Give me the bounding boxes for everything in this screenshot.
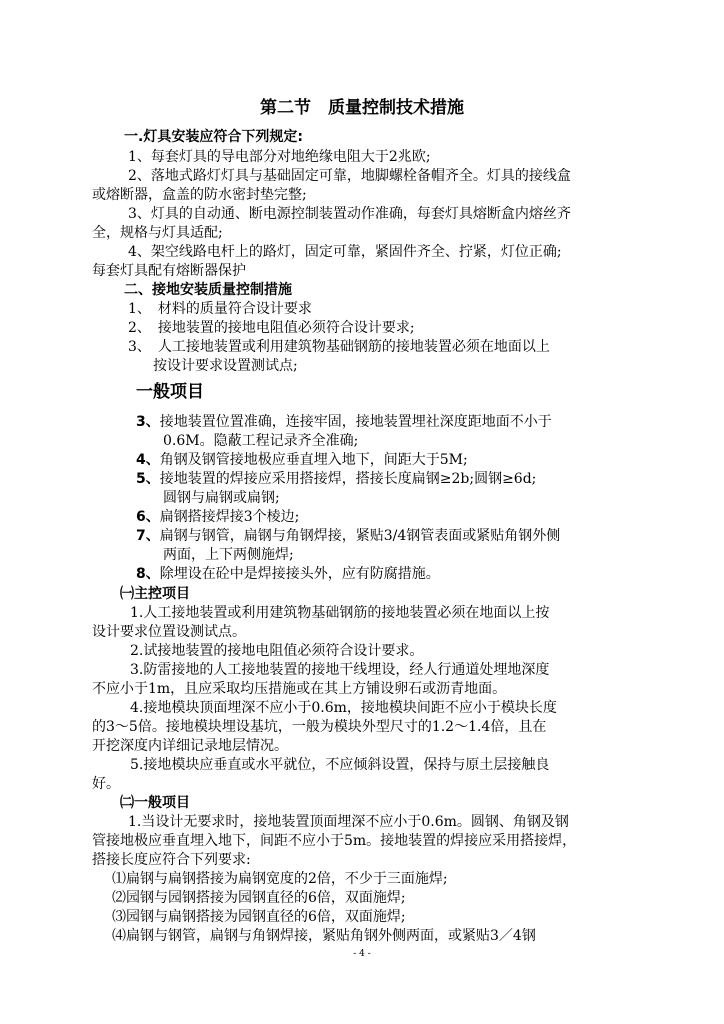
gen2-item-1-line2: 管接地极应垂直埋入地下，间距不应小于5m。接地装置的焊接应采用搭接焊， bbox=[92, 833, 577, 849]
item-number: 6、 bbox=[136, 509, 160, 525]
item-text: 扁钢搭接焊接3个棱边; bbox=[159, 509, 300, 525]
main-item-4-line1: 4.接地模块顶面埋深不应小于0.6m，接地模块间距不应小于模块长度 bbox=[130, 700, 557, 716]
lamp-rule-3-line1: 3、灯具的自动通、断电源控制装置动作准确，每套灯具熔断盒内熔丝齐 bbox=[128, 206, 571, 222]
section-title: 第二节 质量控制技术措施 bbox=[260, 98, 464, 118]
gen2-item-1-line1: 1.当设计无要求时，接地装置顶面埋深不应小于0.6m。圆钢、角钢及钢 bbox=[128, 814, 569, 830]
item-text: 接地装置的焊接应采用搭接焊，搭接长度扁钢≥2b;圆钢≥6d; bbox=[159, 471, 537, 487]
item-number: 8、 bbox=[136, 566, 160, 582]
main-item-3-line1: 3.防雷接地的人工接地装置的接地干线埋设，经人行通道处埋地深度 bbox=[130, 662, 550, 678]
lamp-rule-3-line2: 全，规格与灯具适配; bbox=[92, 225, 223, 241]
general-items-2-heading: ㈡一般项目 bbox=[120, 795, 190, 811]
lamp-install-heading: 一.灯具安装应符合下列规定: bbox=[124, 129, 303, 145]
main-item-3-line2: 不应小于1m，且应采取均压措施或在其上方铺设卵石或沥青地面。 bbox=[92, 681, 507, 697]
item-text: 接地装置位置准确，连接牢固，接地装置埋社深度距地面不小于 bbox=[159, 414, 552, 430]
general-item-3-cont: 0.6M。隐蔽工程记录齐全准确; bbox=[163, 433, 359, 449]
main-item-5-line1: 5.接地模块应垂直或水平就位，不应倾斜设置，保持与原土层接触良 bbox=[130, 757, 550, 773]
gen2-sub-1: ⑴扁钢与扁钢搭接为扁钢宽度的2倍，不少于三面施焊; bbox=[112, 871, 448, 887]
main-item-4-line3: 开挖深度内详细记录地层情况。 bbox=[92, 738, 288, 754]
main-item-2: 2.试接地装置的接地电阻值必须符合设计要求。 bbox=[130, 643, 424, 659]
item-number: 3、 bbox=[136, 414, 160, 430]
main-item-1-line2: 设计要求位置设测试点。 bbox=[92, 624, 246, 640]
main-control-heading: ㈠主控项目 bbox=[120, 586, 190, 602]
general-item-8 bbox=[136, 565, 440, 583]
page-number: - 4 - bbox=[353, 949, 371, 959]
item-number: 4、 bbox=[136, 452, 160, 468]
main-item-4-line2: 的3～5倍。接地模块埋设基坑，一般为模块外型尺寸的1.2～1.4倍，且在 bbox=[92, 719, 547, 735]
grounding-item-2: 2、 接地装置的接地电阻值必须符合设计要求; bbox=[128, 320, 415, 336]
item-text: 除埋设在砼中是焊接接头外，应有防腐措施。 bbox=[159, 566, 440, 582]
main-item-1-line1: 1.人工接地装置或利用建筑物基础钢筋的接地装置必须在地面以上按 bbox=[130, 605, 550, 621]
item-number: 7、 bbox=[136, 528, 160, 544]
item-number: 5、 bbox=[136, 471, 160, 487]
lamp-rule-1: 1、每套灯具的导电部分对地绝缘电阻大于2兆欧; bbox=[128, 149, 431, 165]
grounding-item-3-line2: 按设计要求设置测试点; bbox=[153, 358, 298, 374]
main-item-5-line2: 好。 bbox=[92, 776, 120, 792]
gen2-sub-4: ⑷扁钢与钢管，扁钢与角钢焊接，紧贴角钢外侧两面，或紧贴3／4钢 bbox=[112, 928, 536, 944]
grounding-heading: 二、接地安装质量控制措施 bbox=[124, 282, 292, 298]
general-item-6 bbox=[136, 508, 299, 526]
grounding-item-1: 1、 材料的质量符合设计要求 bbox=[128, 301, 312, 317]
lamp-rule-2-line2: 或熔断器，盒盖的防水密封垫完整; bbox=[92, 187, 307, 203]
lamp-rule-2-line1: 2、落地式路灯灯具与基础固定可靠，地脚螺栓备帽齐全。灯具的接线盒 bbox=[128, 168, 571, 184]
lamp-rule-4-line1: 4、架空线路电杆上的路灯，固定可靠，紧固件齐全、拧紧，灯位正确; bbox=[128, 244, 562, 260]
general-item-4 bbox=[136, 451, 468, 469]
general-item-5 bbox=[136, 470, 536, 488]
grounding-item-3-line1: 3、 人工接地装置或利用建筑物基础钢筋的接地装置必须在地面以上 bbox=[128, 339, 550, 355]
item-text: 角钢及钢管接地极应垂直埋入地下，间距大于5M; bbox=[159, 452, 468, 468]
general-items-heading: 一般项目 bbox=[136, 382, 204, 402]
item-text: 扁钢与钢管，扁钢与角钢焊接，紧贴3/4钢管表面或紧贴角钢外侧 bbox=[159, 528, 561, 544]
general-item-7-cont: 两面，上下两侧施焊; bbox=[163, 547, 294, 563]
general-item-5-cont: 圆钢与扁钢或扁钢; bbox=[163, 490, 280, 506]
lamp-rule-4-line2: 每套灯具配有熔断器保护 bbox=[92, 263, 246, 279]
gen2-item-1-line3: 搭接长度应符合下列要求: bbox=[92, 852, 251, 868]
general-item-3 bbox=[136, 413, 552, 431]
gen2-sub-2: ⑵园钢与园钢搭接为园钢直径的6倍，双面施焊; bbox=[112, 890, 406, 906]
gen2-sub-3: ⑶园钢与扁钢搭接为园钢直径的6倍，双面施焊; bbox=[112, 909, 406, 925]
general-item-7 bbox=[136, 527, 560, 545]
